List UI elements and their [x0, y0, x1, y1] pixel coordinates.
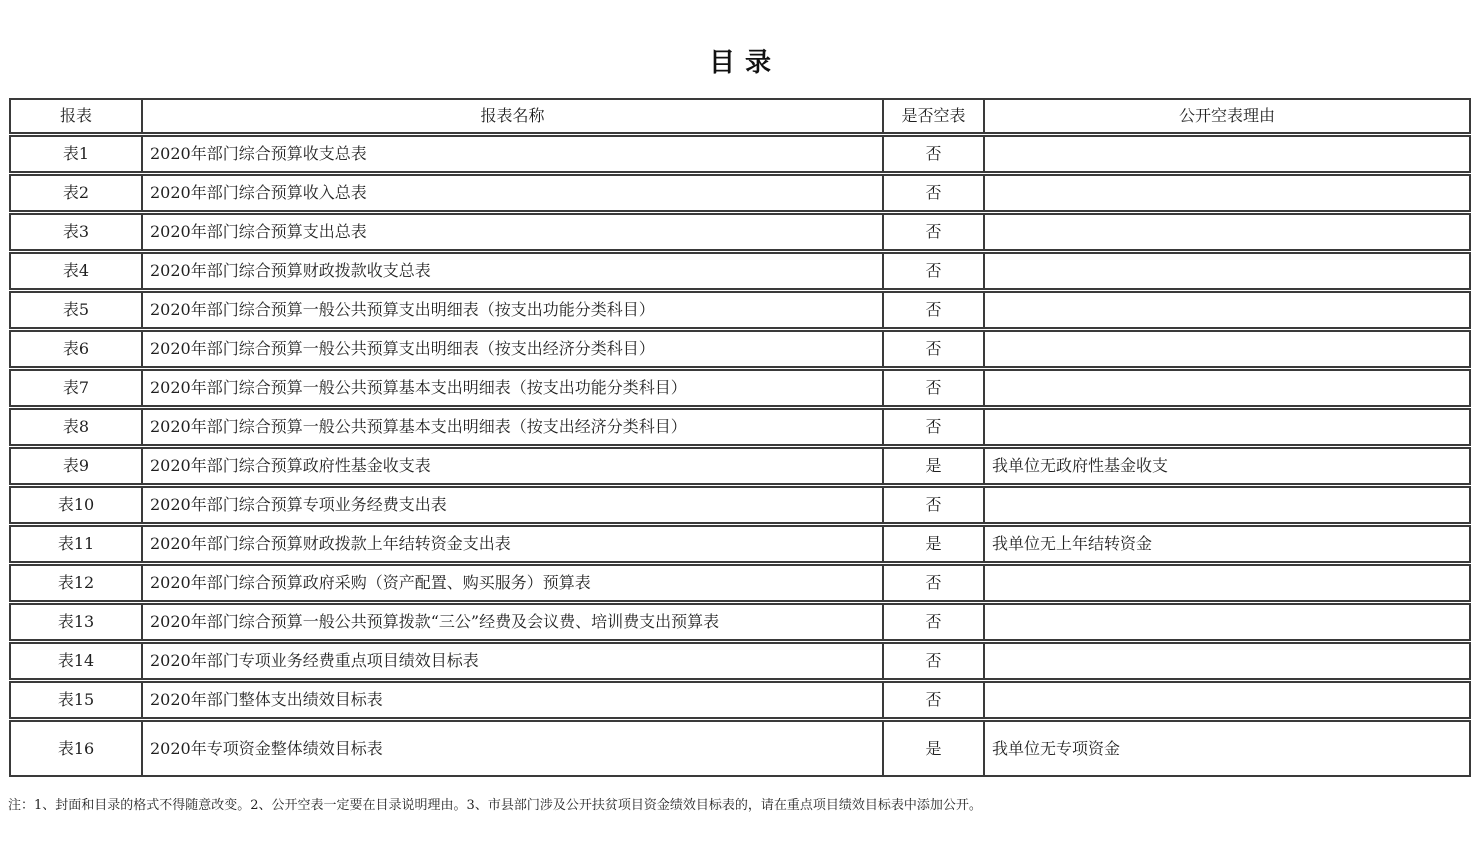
report-name-cell: 2020年部门综合预算收入总表 [141, 176, 882, 210]
reason-cell [983, 410, 1469, 444]
reason-cell [983, 566, 1469, 600]
col-header-report-name: 报表名称 [141, 100, 882, 132]
table-row [9, 720, 1471, 777]
empty-flag-cell: 否 [882, 293, 983, 327]
reason-cell [983, 488, 1469, 522]
report-name-cell: 2020年专项资金整体绩效目标表 [141, 722, 882, 775]
report-name-cell: 2020年部门综合预算政府性基金收支表 [141, 449, 882, 483]
report-id-cell: 表3 [62, 222, 90, 242]
table-row [9, 408, 1471, 446]
report-name-cell: 2020年部门综合预算一般公共预算支出明细表（按支出经济分类科目） [141, 332, 882, 366]
empty-flag-cell: 否 [882, 566, 983, 600]
report-id-cell: 表12 [57, 573, 95, 593]
report-name-cell: 2020年部门综合预算财政拨款上年结转资金支出表 [141, 527, 882, 561]
report-name-cell: 2020年部门综合预算一般公共预算拨款“三公”经费及会议费、培训费支出预算表 [141, 605, 882, 639]
report-name-cell: 2020年部门综合预算收支总表 [141, 137, 882, 171]
report-id-cell: 表8 [62, 417, 90, 437]
table-row [9, 369, 1471, 407]
table-row [9, 174, 1471, 212]
table-row [9, 213, 1471, 251]
report-name-cell: 2020年部门综合预算专项业务经费支出表 [141, 488, 882, 522]
table-row [9, 291, 1471, 329]
report-name-cell: 2020年部门综合预算一般公共预算基本支出明细表（按支出功能分类科目） [141, 371, 882, 405]
reason-cell [983, 215, 1469, 249]
table-row [9, 525, 1471, 563]
empty-flag-cell: 否 [882, 332, 983, 366]
empty-flag-cell: 否 [882, 176, 983, 210]
report-id-cell: 表13 [57, 612, 95, 632]
table-row [9, 681, 1471, 719]
report-id-cell: 表5 [62, 300, 90, 320]
report-name-cell: 2020年部门综合预算一般公共预算基本支出明细表（按支出经济分类科目） [141, 410, 882, 444]
table-row [9, 564, 1471, 602]
report-name-cell: 2020年部门综合预算财政拨款收支总表 [141, 254, 882, 288]
toc-table [9, 98, 1471, 777]
report-name-cell: 2020年部门整体支出绩效目标表 [141, 683, 882, 717]
empty-flag-cell: 否 [882, 215, 983, 249]
footnote: 注：1、封面和目录的格式不得随意改变。2、公开空表一定要在目录说明理由。3、市县部门涉及公开扶贫项目资金绩效目标表的，请在重点项目绩效目标表中添加公开。 [8, 798, 982, 813]
empty-flag-cell: 是 [882, 527, 983, 561]
empty-flag-cell: 否 [882, 488, 983, 522]
report-id-cell: 表15 [57, 690, 95, 710]
report-name-cell: 2020年部门综合预算一般公共预算支出明细表（按支出功能分类科目） [141, 293, 882, 327]
report-name-cell: 2020年部门专项业务经费重点项目绩效目标表 [141, 644, 882, 678]
table-row [9, 447, 1471, 485]
report-id-cell: 表6 [62, 339, 90, 359]
table-row [9, 252, 1471, 290]
empty-flag-cell: 否 [882, 254, 983, 288]
reason-cell [983, 137, 1469, 171]
reason-cell [983, 605, 1469, 639]
empty-flag-cell: 否 [882, 371, 983, 405]
reason-cell [983, 371, 1469, 405]
reason-cell [983, 683, 1469, 717]
report-id-cell: 表11 [57, 534, 95, 554]
table-row [9, 603, 1471, 641]
toc-table-body [9, 135, 1471, 777]
empty-flag-cell: 是 [882, 449, 983, 483]
empty-flag-cell: 否 [882, 605, 983, 639]
report-name-cell: 2020年部门综合预算政府采购（资产配置、购买服务）预算表 [141, 566, 882, 600]
table-row [9, 642, 1471, 680]
col-header-reason: 公开空表理由 [983, 100, 1469, 132]
reason-cell [983, 176, 1469, 210]
toc-table-header-row [9, 98, 1471, 134]
reason-cell [983, 332, 1469, 366]
reason-cell: 我单位无上年结转资金 [983, 527, 1469, 561]
report-name-cell: 2020年部门综合预算支出总表 [141, 215, 882, 249]
empty-flag-cell: 否 [882, 137, 983, 171]
report-id-cell: 表9 [62, 456, 90, 476]
table-row [9, 330, 1471, 368]
reason-cell [983, 254, 1469, 288]
report-id-cell: 表2 [62, 183, 90, 203]
empty-flag-cell: 否 [882, 644, 983, 678]
report-id-cell: 表14 [57, 651, 95, 671]
page-title: 目录 [708, 48, 781, 78]
empty-flag-cell: 否 [882, 410, 983, 444]
reason-cell: 我单位无政府性基金收支 [983, 449, 1469, 483]
table-row [9, 135, 1471, 173]
report-id-cell: 表4 [62, 261, 90, 281]
reason-cell: 我单位无专项资金 [983, 722, 1469, 775]
report-id-cell: 表7 [62, 378, 90, 398]
col-header-report-id: 报表 [59, 106, 92, 126]
reason-cell [983, 644, 1469, 678]
empty-flag-cell: 否 [882, 683, 983, 717]
reason-cell [983, 293, 1469, 327]
col-header-empty-flag: 是否空表 [882, 100, 983, 132]
report-id-cell: 表16 [57, 738, 95, 758]
empty-flag-cell: 是 [882, 722, 983, 775]
report-id-cell: 表10 [57, 495, 95, 515]
report-id-cell: 表1 [62, 144, 90, 164]
table-row [9, 486, 1471, 524]
